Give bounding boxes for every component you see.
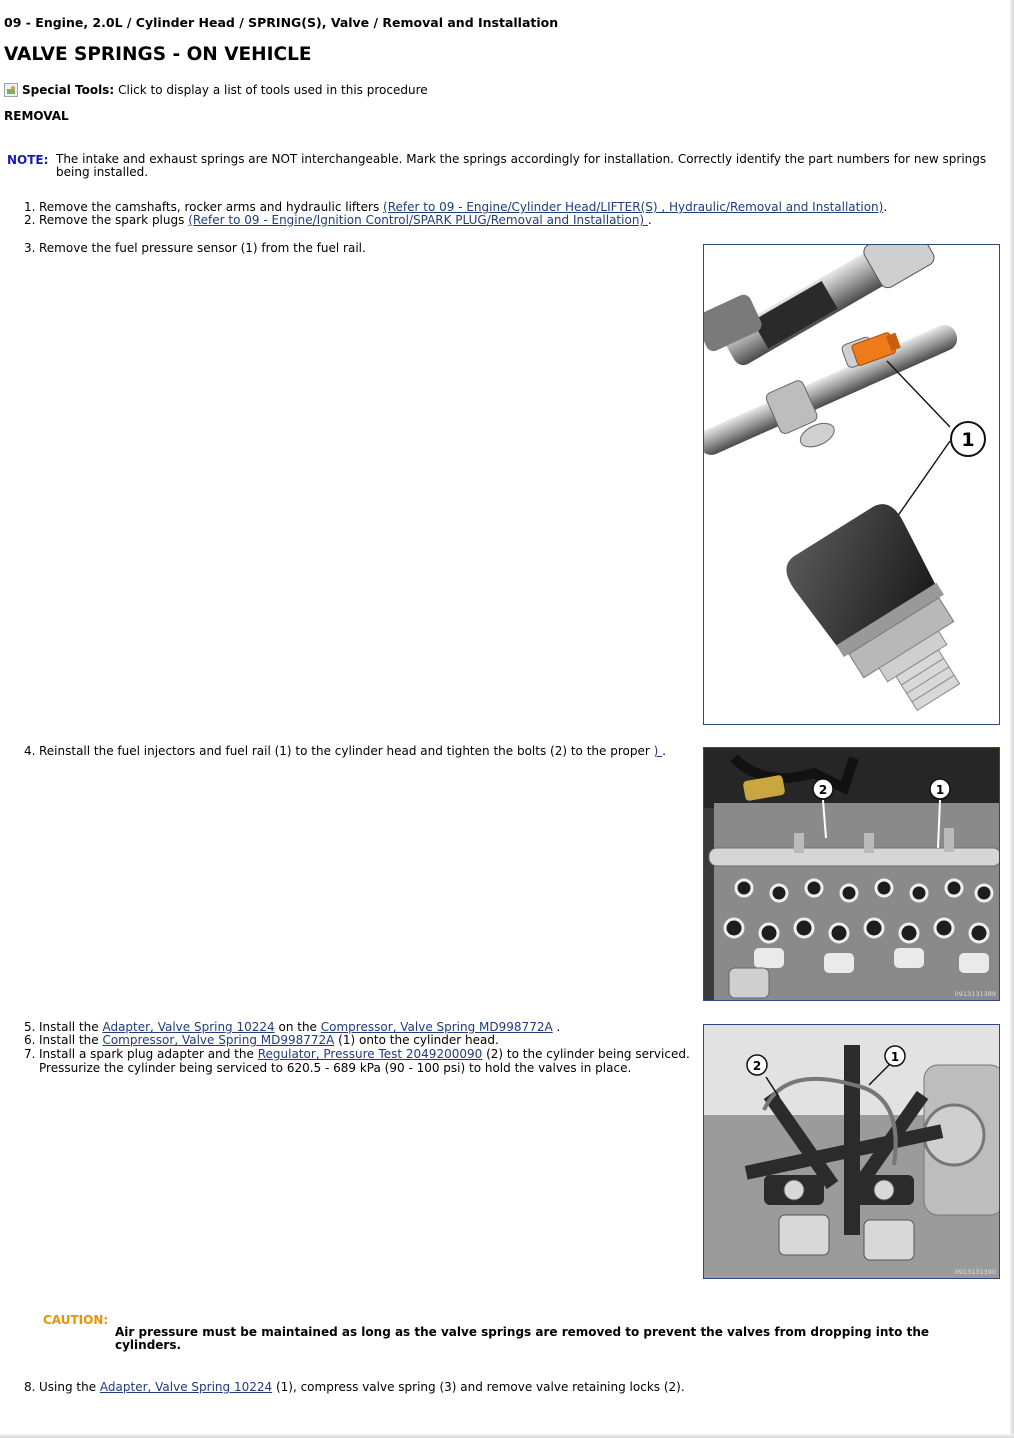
step-number: 3.: [24, 241, 36, 255]
step-7-line-2: Pressurize the cylinder being serviced to 620.5 - 689 kPa (90 - 100 psi) to hold the valves in place.: [39, 1061, 632, 1075]
step-7: [24, 1047, 690, 1075]
cylinder-head-photo: [704, 748, 1000, 1001]
special-tools-label: Special Tools:: [22, 83, 115, 97]
callout-1: 1: [961, 429, 975, 451]
step-number: 6.: [24, 1033, 36, 1047]
step-text-end: (1) onto the cylinder head.: [334, 1033, 499, 1047]
tool-link-adapter-valve-spring[interactable]: Adapter, Valve Spring 10224: [102, 1020, 275, 1034]
step-text-end: .: [662, 744, 666, 758]
step-text-end: .: [552, 1020, 561, 1034]
step-text-mid: on the: [274, 1020, 321, 1034]
step-number: 5.: [24, 1020, 36, 1034]
step-5: [24, 1020, 560, 1034]
step-text: Remove the camshafts, rocker arms and hydraulic lifters: [39, 200, 384, 214]
step-text: Reinstall the fuel injectors and fuel rail (1) to the cylinder head and tighten the bolts (2) to the proper: [39, 744, 654, 758]
note-text: The intake and exhaust springs are NOT interchangeable. Mark the springs accordingly for installation. Correctly identify the part numbers for new springs being installed.: [56, 152, 987, 179]
broken-image-icon: [4, 83, 18, 97]
figure-compressor-installed: [703, 1024, 1000, 1279]
tool-link-compressor-valve-spring[interactable]: Compressor, Valve Spring MD998772A: [102, 1033, 335, 1047]
callout-1: 1: [890, 1050, 900, 1064]
note-label: NOTE:: [7, 153, 49, 167]
figure-fuel-rail-installed: [703, 747, 1000, 1001]
step-text: Remove the spark plugs: [39, 213, 189, 227]
tool-link-compressor-valve-spring[interactable]: Compressor, Valve Spring MD998772A: [320, 1020, 553, 1034]
tool-link-regulator-pressure-test[interactable]: Regulator, Pressure Test 2049200090: [257, 1047, 483, 1061]
figure-id: 0913131389: [954, 990, 996, 998]
page-title: VALVE SPRINGS - ON VEHICLE: [4, 44, 312, 65]
fuel-rail-illustration: [704, 245, 1000, 725]
valve-spring-compressor-photo: [704, 1025, 1000, 1279]
step-text: Using the: [39, 1380, 100, 1394]
step-text-end: (1), compress valve spring (3) and remove valve retaining locks (2).: [272, 1380, 685, 1394]
torque-spec-link[interactable]: ): [653, 744, 663, 758]
step-text: Install the: [39, 1033, 103, 1047]
breadcrumb: 09 - Engine, 2.0L / Cylinder Head / SPRING(S), Valve / Removal and Installation: [4, 15, 559, 30]
step-number: 8.: [24, 1380, 36, 1394]
step-3: [24, 241, 366, 255]
step-4: [24, 744, 666, 758]
step-text-end: .: [647, 213, 652, 227]
special-tools-link[interactable]: [4, 83, 428, 97]
step-1: [24, 200, 887, 214]
step-6: [24, 1033, 499, 1047]
ref-link-spark-plug[interactable]: (Refer to 09 - Engine/Ignition Control/SPARK PLUG/Removal and Installation): [188, 213, 648, 227]
step-text: Remove the fuel pressure sensor (1) from the fuel rail.: [39, 241, 366, 255]
callout-2: 2: [752, 1059, 762, 1073]
note-box: [7, 153, 997, 179]
step-8: [24, 1380, 685, 1394]
special-tools-text[interactable]: Click to display a list of tools used in this procedure: [118, 83, 428, 97]
callout-1: 1: [935, 783, 945, 797]
step-number: 7.: [24, 1047, 36, 1061]
ref-link-lifters[interactable]: (Refer to 09 - Engine/Cylinder Head/LIFTER(S) , Hydraulic/Removal and Installation): [383, 200, 884, 214]
callout-2: 2: [818, 783, 828, 797]
step-number: 4.: [24, 744, 36, 758]
step-number: 2.: [24, 213, 36, 227]
page-edge-right: [1010, 0, 1014, 1438]
step-2: [24, 213, 652, 227]
caution-text: Air pressure must be maintained as long as the valve springs are removed to prevent the valves from dropping into the cylinders.: [115, 1325, 930, 1352]
step-text-end: (2) to the cylinder being serviced.: [482, 1047, 690, 1061]
section-heading-removal: REMOVAL: [4, 109, 69, 123]
step-text-end: .: [883, 200, 888, 214]
page-edge-bottom: [0, 1434, 1014, 1438]
step-text: Install the: [39, 1020, 103, 1034]
figure-fuel-pressure-sensor: [703, 244, 1000, 725]
step-number: 1.: [24, 200, 36, 214]
step-text: Install a spark plug adapter and the: [39, 1047, 258, 1061]
caution-label: CAUTION:: [43, 1313, 109, 1327]
figure-id: 0913131390: [954, 1268, 996, 1276]
tool-link-adapter-valve-spring[interactable]: Adapter, Valve Spring 10224: [99, 1380, 273, 1394]
